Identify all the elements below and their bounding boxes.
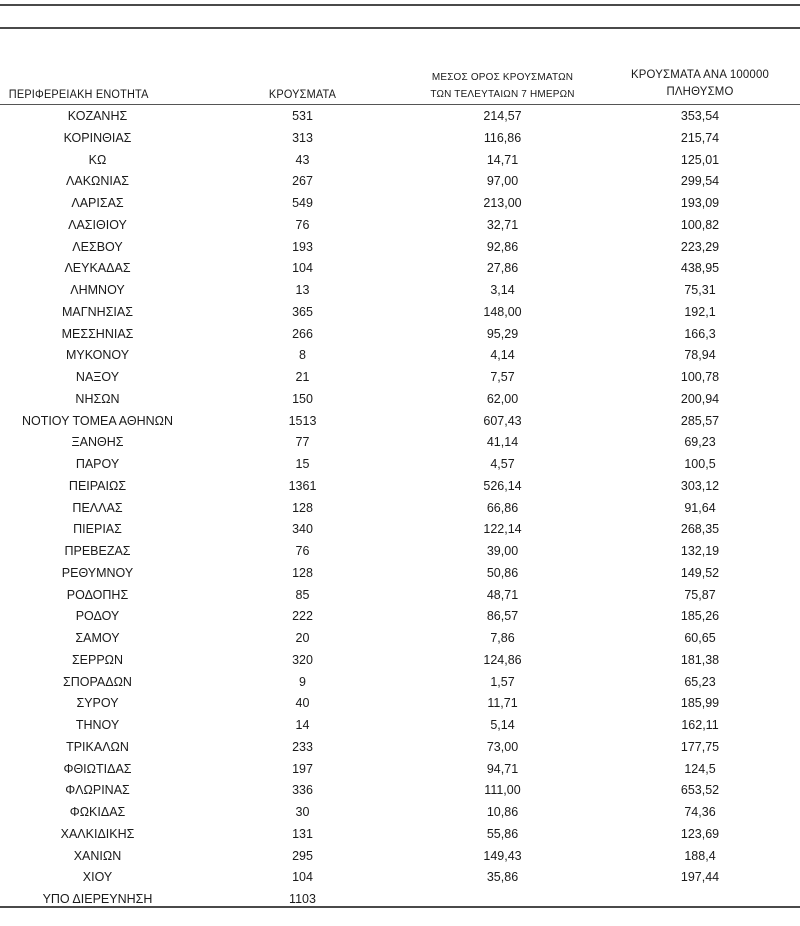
- per-100000-cell: 149,52: [680, 565, 720, 580]
- region-cell: ΛΗΜΝΟΥ: [70, 283, 125, 297]
- table-row: [0, 759, 800, 781]
- table-row: [0, 389, 800, 411]
- seven-day-average-cell: 4,57: [490, 457, 515, 471]
- cases-cell: 43: [295, 152, 310, 167]
- cases-cell: 128: [292, 565, 313, 580]
- per-100000-cell: 177,75: [680, 739, 720, 754]
- cases-cell: 30: [295, 805, 310, 819]
- seven-day-average-cell: 4,14: [490, 348, 515, 363]
- per-100000-cell: 268,35: [680, 522, 720, 537]
- table-row: [0, 128, 800, 150]
- table-row: [0, 846, 800, 868]
- per-100000-cell: 91,64: [684, 500, 716, 515]
- per-100000-cell: 192,1: [684, 304, 716, 319]
- cases-cell: 531: [292, 109, 313, 123]
- seven-day-average-cell: 86,57: [486, 609, 519, 624]
- cases-cell: 104: [292, 870, 313, 885]
- per-100000-cell: 193,09: [680, 196, 720, 210]
- per-100000-cell: 78,94: [684, 348, 716, 363]
- per-100000-cell: 166,3: [684, 326, 716, 341]
- region-cell: ΜΥΚΟΝΟΥ: [65, 348, 130, 363]
- header-rule: [0, 27, 800, 29]
- table-row: [0, 693, 800, 715]
- cases-cell: 1513: [288, 413, 317, 428]
- seven-day-average-cell: 73,00: [486, 739, 519, 754]
- table-row: [0, 106, 800, 128]
- table-row: [0, 411, 800, 433]
- cases-cell: 267: [292, 174, 313, 189]
- cases-cell: 365: [292, 304, 313, 319]
- seven-day-average-cell: 148,00: [483, 304, 522, 319]
- table-row: [0, 237, 800, 259]
- seven-day-average-cell: 5,14: [490, 718, 515, 732]
- region-cell: ΛΕΣΒΟΥ: [72, 239, 123, 254]
- table-row: [0, 606, 800, 628]
- cases-cell: 76: [295, 544, 310, 558]
- table-row: [0, 367, 800, 389]
- cases-cell: 233: [292, 739, 313, 754]
- region-cell: ΤΗΝΟΥ: [75, 718, 120, 732]
- seven-day-average-cell: 92,86: [486, 239, 519, 254]
- table-row: [0, 280, 800, 302]
- cases-cell: 15: [295, 457, 310, 471]
- region-cell: ΡΕΘΥΜΝΟΥ: [61, 565, 134, 580]
- seven-day-average-cell: 526,14: [483, 478, 522, 493]
- region-cell: ΜΕΣΣΗΝΙΑΣ: [61, 326, 134, 341]
- per-100000-cell: 123,69: [680, 826, 720, 841]
- column-header-7day-average-line2: ΤΩΝ ΤΕΛΕΥΤΑΙΩΝ 7 ΗΜΕΡΩΝ: [430, 88, 575, 100]
- per-100000-cell: 125,01: [680, 152, 720, 167]
- per-100000-cell: 162,11: [681, 718, 719, 732]
- seven-day-average-cell: 11,71: [487, 696, 518, 711]
- per-100000-cell: 75,87: [684, 587, 716, 602]
- per-100000-cell: 181,38: [680, 652, 720, 667]
- column-header-per-100000-line2: ΠΛΗΘΥΣΜΟ: [666, 84, 734, 98]
- cases-cell: 76: [295, 217, 310, 232]
- per-100000-cell: 74,36: [684, 805, 716, 819]
- region-cell: ΡΟΔΟΥ: [75, 609, 120, 624]
- table-row: [0, 215, 800, 237]
- seven-day-average-cell: 213,00: [483, 196, 522, 210]
- seven-day-average-cell: 111,00: [484, 783, 521, 798]
- seven-day-average-cell: 7,86: [490, 631, 515, 645]
- per-100000-cell: 69,23: [684, 435, 716, 450]
- per-100000-cell: 65,23: [684, 674, 716, 689]
- region-cell: ΠΡΕΒΕΖΑΣ: [64, 544, 131, 558]
- per-100000-cell: 215,74: [680, 130, 720, 145]
- cases-cell: 85: [295, 587, 310, 602]
- region-cell: ΣΑΜΟΥ: [75, 631, 120, 645]
- seven-day-average-cell: 50,86: [486, 565, 519, 580]
- region-cell: ΛΕΥΚΑΔΑΣ: [64, 261, 131, 276]
- cases-cell: 13: [295, 283, 310, 297]
- cases-cell: 128: [292, 500, 313, 515]
- seven-day-average-cell: 48,71: [486, 587, 519, 602]
- region-cell: ΚΟΖΑΝΗΣ: [67, 109, 128, 123]
- seven-day-average-cell: 41,14: [486, 435, 519, 450]
- cases-table-body: [0, 106, 800, 911]
- region-cell: ΠΙΕΡΙΑΣ: [73, 522, 122, 537]
- table-header: [0, 60, 800, 104]
- cases-cell: 266: [292, 326, 313, 341]
- per-100000-cell: 353,54: [680, 109, 720, 123]
- seven-day-average-cell: 10,86: [486, 805, 519, 819]
- seven-day-average-cell: 55,86: [486, 826, 519, 841]
- table-row: [0, 498, 800, 520]
- seven-day-average-cell: 149,43: [483, 848, 522, 863]
- per-100000-cell: 124,5: [684, 761, 716, 776]
- table-row: [0, 867, 800, 889]
- per-100000-cell: 303,12: [680, 478, 720, 493]
- cases-cell: 336: [292, 783, 313, 798]
- region-cell: ΛΑΚΩΝΙΑΣ: [66, 174, 129, 189]
- table-row: [0, 345, 800, 367]
- cases-cell: 295: [292, 848, 313, 863]
- column-header-7day-average-line1: ΜΕΣΟΣ ΟΡΟΣ ΚΡΟΥΣΜΑΤΩΝ: [431, 71, 574, 83]
- per-100000-cell: 132,19: [680, 544, 720, 558]
- region-cell: ΠΕΙΡΑΙΩΣ: [68, 478, 127, 493]
- cases-cell: 1361: [288, 478, 317, 493]
- cases-cell: 193: [292, 239, 313, 254]
- table-row: [0, 519, 800, 541]
- per-100000-cell: 100,78: [680, 370, 720, 384]
- table-row: [0, 715, 800, 737]
- table-row: [0, 324, 800, 346]
- table-row: [0, 150, 800, 172]
- region-cell: ΧΑΛΚΙΔΙΚΗΣ: [60, 826, 135, 841]
- seven-day-average-cell: 39,00: [486, 544, 519, 558]
- column-header-region: ΠΕΡΙΦΕΡΕΙΑΚΗ ΕΝΟΤΗΤΑ: [8, 89, 149, 101]
- seven-day-average-cell: 116,86: [483, 130, 522, 145]
- region-cell: ΧΙΟΥ: [82, 870, 113, 885]
- table-row: [0, 650, 800, 672]
- seven-day-average-cell: 3,14: [490, 283, 515, 297]
- per-100000-cell: 299,54: [680, 174, 720, 189]
- seven-day-average-cell: 14,71: [486, 152, 519, 167]
- bottom-rule: [0, 906, 800, 908]
- per-100000-cell: 197,44: [680, 870, 720, 885]
- region-cell: ΝΑΞΟΥ: [75, 370, 120, 384]
- table-row: [0, 302, 800, 324]
- per-100000-cell: 100,82: [680, 217, 720, 232]
- per-100000-cell: 285,57: [680, 413, 720, 428]
- region-cell: ΡΟΔΟΠΗΣ: [66, 587, 129, 602]
- table-row: [0, 585, 800, 607]
- seven-day-average-cell: 32,71: [486, 217, 519, 232]
- table-row: [0, 563, 800, 585]
- cases-cell: 131: [292, 826, 313, 841]
- region-cell: ΛΑΡΙΣΑΣ: [71, 196, 124, 210]
- cases-cell: 320: [292, 652, 313, 667]
- seven-day-average-cell: 94,71: [486, 761, 519, 776]
- top-rule: [0, 4, 800, 6]
- table-row: [0, 802, 800, 824]
- table-row: [0, 171, 800, 193]
- table-row: [0, 672, 800, 694]
- table-row: [0, 628, 800, 650]
- column-header-per-100000-line1: ΚΡΟΥΣΜΑΤΑ ΑΝΑ 100000: [630, 67, 770, 81]
- cases-cell: 313: [292, 130, 313, 145]
- cases-cell: 222: [292, 609, 313, 624]
- region-cell: ΛΑΣΙΘΙΟΥ: [68, 217, 127, 232]
- region-cell: ΦΘΙΩΤΙΔΑΣ: [63, 761, 132, 776]
- per-100000-cell: 100,5: [684, 457, 716, 471]
- cases-cell: 40: [295, 696, 310, 711]
- region-cell: ΚΩ: [88, 152, 107, 167]
- region-cell: ΠΑΡΟΥ: [75, 457, 120, 471]
- region-cell: ΦΩΚΙΔΑΣ: [69, 805, 126, 819]
- table-row: [0, 476, 800, 498]
- seven-day-average-cell: 124,86: [483, 652, 522, 667]
- header-underline: [0, 104, 800, 105]
- cases-cell: 340: [292, 522, 313, 537]
- per-100000-cell: 185,26: [680, 609, 720, 624]
- seven-day-average-cell: 1,57: [490, 674, 515, 689]
- region-cell: ΣΕΡΡΩΝ: [71, 652, 124, 667]
- region-cell: ΣΥΡΟΥ: [76, 696, 119, 711]
- per-100000-cell: 75,31: [684, 283, 716, 297]
- cases-cell: 197: [292, 761, 313, 776]
- cases-cell: 21: [295, 370, 310, 384]
- table-row: [0, 541, 800, 563]
- seven-day-average-cell: 62,00: [486, 391, 519, 406]
- per-100000-cell: 188,4: [684, 848, 716, 863]
- table-row: [0, 780, 800, 802]
- column-header-cases: ΚΡΟΥΣΜΑΤΑ: [268, 89, 337, 101]
- region-cell: ΝΟΤΙΟΥ ΤΟΜΕΑ ΑΘΗΝΩΝ: [21, 413, 174, 428]
- region-cell: ΧΑΝΙΩΝ: [73, 848, 122, 863]
- cases-cell: 8: [299, 348, 306, 363]
- region-cell: ΣΠΟΡΑΔΩΝ: [63, 674, 132, 689]
- seven-day-average-cell: 607,43: [483, 413, 522, 428]
- per-100000-cell: 185,99: [680, 696, 720, 711]
- seven-day-average-cell: 7,57: [490, 370, 515, 384]
- cases-cell: 1103: [289, 892, 316, 906]
- cases-cell: 20: [295, 631, 310, 645]
- per-100000-cell: 223,29: [680, 239, 720, 254]
- cases-cell: 104: [292, 261, 313, 276]
- table-row: [0, 193, 800, 215]
- seven-day-average-cell: 27,86: [486, 261, 519, 276]
- seven-day-average-cell: 122,14: [483, 522, 522, 537]
- region-cell: ΠΕΛΛΑΣ: [72, 500, 123, 515]
- per-100000-cell: 438,95: [680, 261, 720, 276]
- column-header-7day-average: [405, 69, 600, 103]
- region-cell: ΝΗΣΩΝ: [75, 391, 120, 406]
- per-100000-cell: 653,52: [680, 783, 720, 798]
- region-cell: ΦΛΩΡΙΝΑΣ: [65, 783, 130, 798]
- table-row: [0, 258, 800, 280]
- cases-cell: 549: [292, 196, 313, 210]
- cases-cell: 77: [295, 435, 310, 450]
- table-row: [0, 824, 800, 846]
- table-row: [0, 432, 800, 454]
- region-cell: ΥΠΟ ΔΙΕΡΕΥΝΗΣΗ: [42, 892, 153, 906]
- table-row: [0, 737, 800, 759]
- cases-cell: 9: [299, 674, 306, 689]
- table-row: [0, 454, 800, 476]
- per-100000-cell: 60,65: [684, 631, 716, 645]
- region-cell: ΚΟΡΙΝΘΙΑΣ: [63, 130, 132, 145]
- region-cell: ΞΑΝΘΗΣ: [71, 435, 124, 450]
- seven-day-average-cell: 95,29: [486, 326, 519, 341]
- cases-cell: 150: [292, 391, 313, 406]
- column-header-per-100000: [605, 66, 795, 100]
- region-cell: ΤΡΙΚΑΛΩΝ: [66, 739, 129, 754]
- seven-day-average-cell: 97,00: [486, 174, 519, 189]
- per-100000-cell: 200,94: [680, 391, 720, 406]
- cases-cell: 14: [295, 718, 310, 732]
- seven-day-average-cell: 66,86: [486, 500, 519, 515]
- region-cell: ΜΑΓΝΗΣΙΑΣ: [62, 304, 133, 319]
- seven-day-average-cell: 35,86: [486, 870, 519, 885]
- seven-day-average-cell: 214,57: [483, 109, 522, 123]
